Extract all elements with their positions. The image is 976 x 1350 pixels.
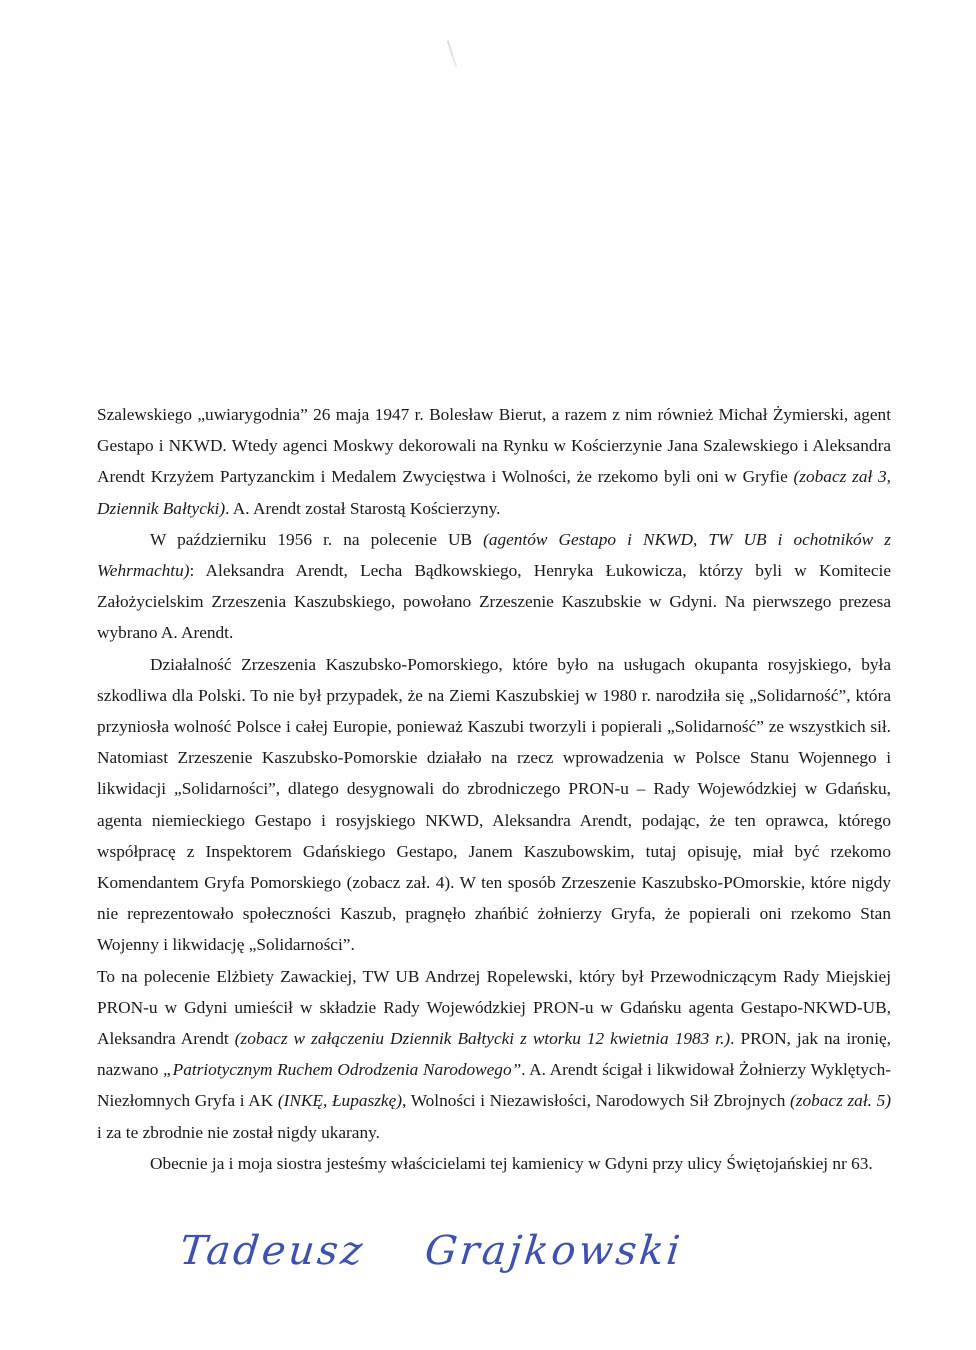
text-segment: To na polecenie Elżbiety Zawackiej, TW UB Andrzej Ropelewski, który był Przewodniczącym Rady Miejskiej PRON-u w Gdyni umieścił w składzie Rady Wojewódzkiej PRON-u w Gdańsku agenta Gestapo-NKWD-UB, Aleksandra Arendt: [97, 966, 891, 1049]
signature-last-name: Grajkowski: [422, 1228, 685, 1274]
paragraph-2: [97, 524, 891, 649]
paragraph-3: [97, 649, 891, 961]
italic-reference: (zobacz zał 3, Dziennik Bałtycki): [97, 467, 891, 518]
paragraph-5: [97, 1148, 891, 1179]
italic-reference: (INKĘ, Łupaszkę): [277, 1091, 403, 1111]
text-segment: i za te zbrodnie nie został nigdy ukarany.: [97, 1122, 380, 1142]
italic-quote: „Patriotycznym Ruchem Odrodzenia Narodowego”: [163, 1060, 522, 1080]
signature-first-name: Tadeusz: [177, 1228, 368, 1274]
paragraph-1: [97, 399, 891, 524]
scan-artifact: [447, 40, 458, 67]
text-segment: . PRON, jak na ironię, nazwano: [97, 1029, 891, 1080]
text-segment: Działalność Zrzeszenia Kaszubsko-Pomorskiego, które było na usługach okupanta rosyjskiego, była szkodliwa dla Polski. To nie był przypadek, że na Ziemi Kaszubskiej w 1980 r. narodziła się „Solidarność”, która przyniosła wolność Polsce i całej Europie, ponieważ Kaszubi tworzyli i popierali „Solidarność” ze wszystkich sił. Natomiast Zrzeszenie Kaszubsko-Pomorskie działało na rzecz wprowadzenia w Polsce Stanu Wojennego i likwidacji „Solidarności”, dlatego desygnowali do zbrodniczego PRON-u – Rady Wojewódzkiej w Gdańsku, agenta niemieckiego Gestapo i rosyjskiego NKWD, Aleksandra Arendt, podając, że ten oprawca, którego współpracę z Inspektorem Gdańskiego Gestapo, Janem Kaszubowskim, tutaj opisuję, miał być rzekomo Komendantem Gryfa Pomorskiego (zobacz zał. 4). W ten sposób Zrzeszenie Kaszubsko-POmorskie, które nigdy nie reprezentowało społeczności Kaszub, pragnęło zhańbić żołnierzy Gryfa, że popierali oni rzekomo Stan Wojenny i likwidację „Solidarności”.: [97, 654, 891, 955]
text-segment: , Wolności i Niezawisłości, Narodowych Sił Zbrojnych: [402, 1091, 790, 1111]
italic-reference: (agentów Gestapo i NKWD, TW UB i ochotników z Wehrmachtu): [97, 529, 891, 581]
text-segment: W październiku 1956 r. na polecenie UB: [150, 529, 484, 549]
handwritten-signature: [178, 1228, 745, 1274]
text-segment: : Aleksandra Arendt, Lecha Bądkowskiego, Henryka Łukowicza, którzy byli w Komitecie Założycielskim Zrzeszenia Kaszubskiego, powołano Zrzeszenie Kaszubskie w Gdyni. Na pierwszego prezesa wybrano A. Arendt.: [97, 561, 891, 643]
text-segment: Szalewskiego „uwiarygodnia” 26 maja 1947 r. Bolesław Bierut, a razem z nim również Michał Żymierski, agent Gestapo i NKWD. Wtedy agenci Moskwy dekorowali na Rynku w Kościerzynie Jana Szalewskiego i Aleksandra Arendt Krzyżem Partyzanckim i Medalem Zwycięstwa i Wolności, że rzekomo byli oni w Gryfie: [97, 405, 891, 487]
text-segment: . A. Arendt został Starostą Kościerzyny.: [225, 498, 501, 518]
text-segment: Obecnie ja i moja siostra jesteśmy właścicielami tej kamienicy w Gdyni przy ulicy Świętojańskiej nr 63.: [150, 1153, 873, 1173]
italic-reference: (zobacz w załączeniu Dziennik Bałtycki z wtorku 12 kwietnia 1983 r.): [234, 1029, 731, 1049]
text-segment: . A. Arendt ścigał i likwidował Żołnierzy Wyklętych-Niezłomnych Gryfa i AK: [97, 1060, 891, 1111]
paragraph-4: [97, 961, 891, 1148]
italic-reference: (zobacz zał. 5): [790, 1091, 891, 1111]
document-body: [97, 399, 891, 1179]
